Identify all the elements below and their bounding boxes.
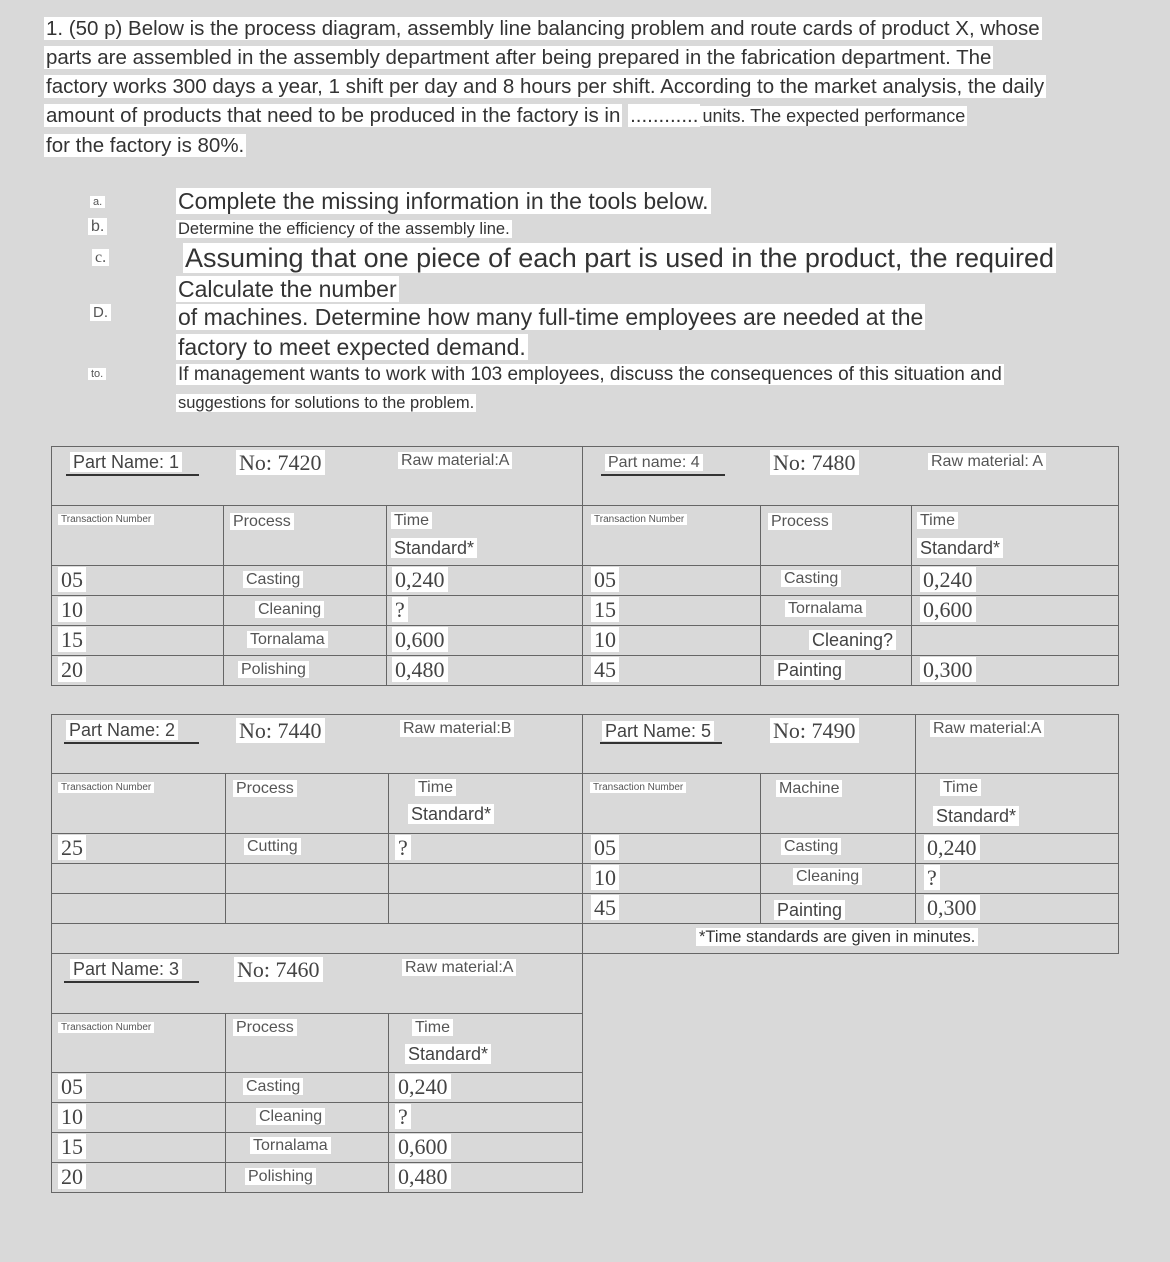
row-time: ? xyxy=(395,835,411,861)
row-time: 0,300 xyxy=(924,895,980,921)
col-process: Process xyxy=(233,1019,297,1037)
part-name: Part name: 4 xyxy=(605,454,703,472)
part-name: Part Name: 1 xyxy=(70,452,182,473)
col-time: Time xyxy=(412,1019,453,1037)
row-process: Cleaning xyxy=(256,1108,325,1126)
row-time: 0,480 xyxy=(392,657,448,683)
row-time: 0,240 xyxy=(924,835,980,861)
q-e-text-1: If management wants to work with 103 employees, discuss the consequences of this situation and xyxy=(178,364,1002,385)
raw-material: Raw material:A xyxy=(398,452,512,470)
q-b-label: b. xyxy=(88,218,107,236)
intro-line-5: for the factory is 80%. xyxy=(46,134,245,157)
row-number: 20 xyxy=(58,657,86,683)
row-number: 10 xyxy=(58,597,86,623)
raw-material: Raw material: A xyxy=(928,453,1046,471)
card-number: No: 7480 xyxy=(770,450,859,476)
row-number: 10 xyxy=(591,865,619,891)
col-transaction-number: Transaction Number xyxy=(590,782,686,793)
q-c-text-2: Calculate the number xyxy=(178,276,397,302)
q-d-text-1: of machines. Determine how many full-time employees are needed at the xyxy=(178,304,924,330)
col-standard: Standard* xyxy=(933,806,1019,827)
col-standard: Standard* xyxy=(917,538,1003,559)
row-number: 05 xyxy=(591,835,619,861)
row-process: Painting xyxy=(774,660,845,681)
q-d-text-2: factory to meet expected demand. xyxy=(178,334,526,360)
raw-material: Raw material:A xyxy=(930,720,1044,738)
row-number: 05 xyxy=(58,1074,86,1100)
row-process: Casting xyxy=(243,1078,303,1096)
card-number: No: 7490 xyxy=(770,718,859,744)
part-name: Part Name: 2 xyxy=(66,720,178,741)
row-process: Cleaning? xyxy=(809,630,896,651)
col-transaction-number: Transaction Number xyxy=(58,1022,154,1033)
card-number: No: 7440 xyxy=(236,718,325,744)
raw-material: Raw material:B xyxy=(400,720,514,738)
part-name: Part Name: 3 xyxy=(70,959,182,980)
card-number: No: 7460 xyxy=(234,957,323,983)
col-transaction-number: Transaction Number xyxy=(591,514,687,525)
col-time: Time xyxy=(391,512,432,530)
row-number: 15 xyxy=(58,627,86,653)
row-process: Polishing xyxy=(238,661,309,679)
row-process: Tornalama xyxy=(250,1137,331,1155)
row-time: 0,240 xyxy=(395,1074,451,1100)
row-time: 0,240 xyxy=(920,567,976,593)
raw-material: Raw material:A xyxy=(402,959,516,977)
row-number: 15 xyxy=(58,1134,86,1160)
row-process: Cutting xyxy=(244,838,301,856)
row-time: 0,600 xyxy=(920,597,976,623)
col-machine: Machine xyxy=(776,780,842,798)
part-name: Part Name: 5 xyxy=(602,721,714,742)
col-time: Time xyxy=(415,779,456,797)
row-number: 05 xyxy=(591,567,619,593)
q-a-text: Complete the missing information in the tools below. xyxy=(178,188,709,214)
row-process: Painting xyxy=(774,900,845,921)
row-time: ? xyxy=(392,597,408,623)
q-c-label: c. xyxy=(92,249,109,267)
time-standard-note: *Time standards are given in minutes. xyxy=(696,928,978,947)
row-process: Tornalama xyxy=(247,631,328,649)
q-d-label: D. xyxy=(90,304,111,321)
intro-line-4a: amount of products that need to be produced in the factory is in xyxy=(46,104,621,127)
col-process: Process xyxy=(230,513,294,531)
card-number: No: 7420 xyxy=(236,450,325,476)
row-process: Casting xyxy=(243,571,303,589)
col-standard: Standard* xyxy=(408,804,494,825)
row-number: 10 xyxy=(58,1104,86,1130)
col-standard: Standard* xyxy=(405,1044,491,1065)
q-e-label: to. xyxy=(88,368,106,380)
row-number: 45 xyxy=(591,657,619,683)
row-time: ? xyxy=(924,865,940,891)
row-process: Tornalama xyxy=(785,600,866,618)
intro-line-1: 1. (50 p) Below is the process diagram, assembly line balancing problem and route cards of product X, whose xyxy=(46,17,1040,40)
q-b-text: Determine the efficiency of the assembly line. xyxy=(178,220,510,238)
row-time: 0,300 xyxy=(920,657,976,683)
row-number: 15 xyxy=(591,597,619,623)
intro-line-4c: units. The expected performance xyxy=(702,106,966,126)
row-number: 20 xyxy=(58,1164,86,1190)
row-time: 0,600 xyxy=(395,1134,451,1160)
row-number: 05 xyxy=(58,567,86,593)
row-time: 0,600 xyxy=(392,627,448,653)
q-e-text-2: suggestions for solutions to the problem. xyxy=(178,394,475,412)
col-time: Time xyxy=(917,512,958,530)
col-process: Process xyxy=(233,780,297,798)
col-standard: Standard* xyxy=(391,538,477,559)
row-time: 0,480 xyxy=(395,1164,451,1190)
row-process: Cleaning xyxy=(793,868,862,886)
row-number: 45 xyxy=(591,895,619,921)
row-process: Casting xyxy=(781,570,841,588)
row-process: Casting xyxy=(781,838,841,856)
row-number: 25 xyxy=(58,835,86,861)
row-time: 0,240 xyxy=(392,567,448,593)
col-time: Time xyxy=(940,779,981,797)
q-a-label: a. xyxy=(90,196,105,208)
col-process: Process xyxy=(768,513,832,531)
col-transaction-number: Transaction Number xyxy=(58,782,154,793)
problem-statement xyxy=(44,14,1094,160)
col-transaction-number: Transaction Number xyxy=(58,514,154,525)
intro-line-2: parts are assembled in the assembly department after being prepared in the fabrication department. The xyxy=(46,46,992,69)
row-process: Cleaning xyxy=(255,601,324,619)
q-c-text-1: Assuming that one piece of each part is used in the product, the required xyxy=(185,243,1055,273)
intro-line-3: factory works 300 days a year, 1 shift per day and 8 hours per shift. According to the market analysis, the daily xyxy=(46,75,1045,98)
row-time: ? xyxy=(395,1104,411,1130)
row-process: Polishing xyxy=(245,1168,316,1186)
row-number: 10 xyxy=(591,627,619,653)
blank-dots: ............ xyxy=(630,104,699,127)
